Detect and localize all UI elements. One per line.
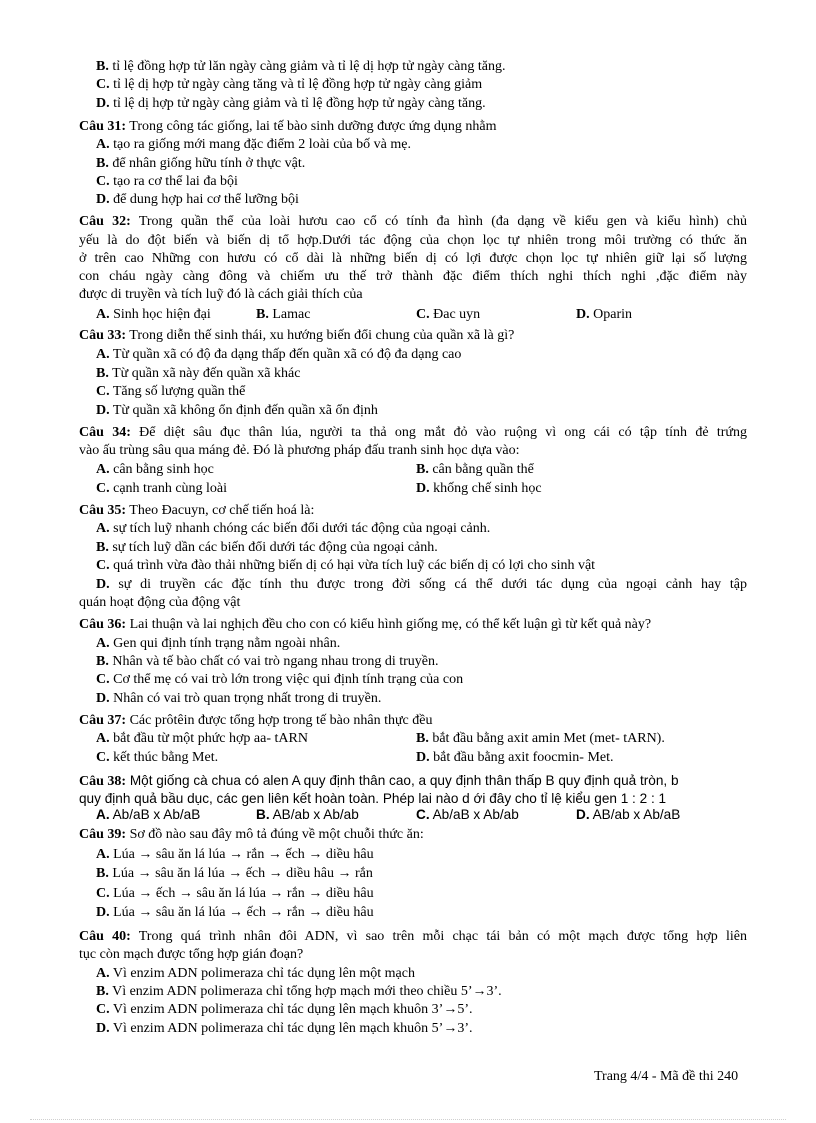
q31-option-a: A. tạo ra giống mới mang đặc điểm 2 loài của bố và mẹ. bbox=[96, 137, 411, 152]
question-36: Câu 36: Lai thuận và lai nghịch đều cho con có kiểu hình giống mẹ, có thể kết luận gì từ kết quả này? bbox=[79, 617, 652, 632]
q39-option-b bbox=[96, 865, 373, 883]
q39-option-c bbox=[96, 885, 374, 903]
food-chain-item: diều hâu bbox=[325, 905, 374, 920]
food-chain-item: sâu ăn lá lúa bbox=[196, 886, 266, 901]
food-chain-item: ếch bbox=[285, 847, 305, 862]
arrow-icon: → bbox=[304, 905, 326, 920]
arrow-icon: → bbox=[264, 847, 286, 862]
arrow-icon: → bbox=[304, 886, 326, 901]
q31-option-d: D. để dung hợp hai cơ thể lưỡng bội bbox=[96, 192, 299, 207]
q39-option-a bbox=[96, 846, 374, 864]
arrow-icon: → bbox=[134, 866, 156, 881]
question-33: Câu 33: Trong diễn thế sinh thái, xu hướng biến đổi chung của quần xã là gì? bbox=[79, 328, 515, 343]
q32-option-d: D. Oparin bbox=[576, 307, 633, 322]
q37-option-a: A. bắt đầu từ một phức hợp aa- tARN bbox=[96, 731, 308, 746]
q33-option-a: A. Từ quần xã có độ đa dạng thấp đến quần xã có độ đa dạng cao bbox=[96, 347, 462, 362]
q33-option-d: D. Từ quần xã không ổn định đến quần xã ổn định bbox=[96, 403, 378, 418]
q35-option-d: D. sự di truyền các đặc tính thu được trong đời sống cá thể dưới tác dụng của ngoại cảnh hay tập bbox=[96, 577, 747, 592]
q34-option-d: D. khống chế sinh học bbox=[416, 481, 542, 496]
food-chain-item: rắn bbox=[286, 886, 305, 901]
food-chain-item: ếch bbox=[245, 866, 266, 881]
food-chain-item: Lúa bbox=[113, 847, 135, 862]
food-chain-item: rắn bbox=[246, 847, 265, 862]
q34-option-c: C. cạnh tranh cùng loài bbox=[96, 481, 228, 496]
q33-option-b: B. Từ quần xã này đến quần xã khác bbox=[96, 366, 301, 381]
arrow-icon: → bbox=[134, 886, 156, 901]
question-40: Câu 40: Trong quá trình nhân đôi ADN, vì sao trên mỗi chạc tái bản có một mạch được tổng hợp liên bbox=[79, 929, 747, 944]
arrow-icon: → bbox=[224, 866, 246, 881]
option-d: D. tỉ lệ dị hợp tử ngày càng giảm và tỉ lệ đồng hợp tử ngày càng tăng. bbox=[96, 96, 486, 111]
q40-option-a: A. Vì enzim ADN polimeraza chỉ tác dụng lên một mạch bbox=[96, 966, 415, 981]
arrow-icon: → bbox=[225, 847, 247, 862]
q32-option-c: C. Đac uyn bbox=[416, 307, 481, 322]
food-chain-item: Lúa bbox=[113, 886, 135, 901]
q36-option-d: D. Nhân có vai trò quan trọng nhất trong di truyền. bbox=[96, 691, 382, 706]
q40-option-b: B. Vì enzim ADN polimeraza chỉ tổng hợp mạch mới theo chiều 5’→3’. bbox=[96, 984, 502, 999]
arrow-icon: → bbox=[225, 905, 247, 920]
q32-text-line: được di truyền và tích luỹ đó là cách giải thích của bbox=[79, 287, 363, 302]
arrow-icon: → bbox=[134, 905, 156, 920]
q35-option-c: C. quá trình vừa đào thải những biến dị có hại vừa tích luỹ các biến dị có lợi cho sinh vật bbox=[96, 558, 596, 573]
food-chain-item: Lúa bbox=[113, 905, 135, 920]
question-37: Câu 37: Các prôtêin được tổng hợp trong tế bào nhân thực đều bbox=[79, 713, 433, 728]
food-chain-item: rắn bbox=[286, 905, 305, 920]
q38-option-b: B. AB/ab x Ab/ab bbox=[256, 807, 359, 822]
arrow-icon: → bbox=[175, 886, 197, 901]
q36-option-a: A. Gen qui định tính trạng nằm ngoài nhân. bbox=[96, 636, 341, 651]
q34-option-a: A. cân bằng sinh học bbox=[96, 462, 214, 477]
q37-option-b: B. bắt đầu bằng axit amin Met (met- tARN). bbox=[416, 731, 665, 746]
option-letter: A. bbox=[96, 847, 114, 862]
q32-text-line: ở trên cao Những con hươu có cổ dài là những biến dị có lợi được chọn lọc tự nhiên giữ lại số lượng bbox=[79, 251, 747, 266]
option-letter: B. bbox=[96, 866, 113, 881]
q38-option-d: D. AB/ab x Ab/aB bbox=[576, 807, 681, 822]
q35-option-a: A. sự tích luỹ nhanh chóng các biến đổi dưới tác động của ngoại cảnh. bbox=[96, 521, 491, 536]
q38-option-a: A. Ab/aB x Ab/aB bbox=[96, 807, 201, 822]
option-c: C. tỉ lệ dị hợp tử ngày càng tăng và tỉ lệ đồng hợp tử ngày càng giảm bbox=[96, 77, 483, 92]
q32-option-b: B. Lamac bbox=[256, 307, 311, 322]
q37-option-d: D. bắt đầu bằng axit foocmin- Met. bbox=[416, 750, 614, 765]
q32-text-line: yếu là do đột biến và biến dị tổ hợp.Dưới tác động của chọn lọc tự nhiên trong môi trường có thức ăn bbox=[79, 233, 747, 248]
q36-option-b: B. Nhân và tế bào chất có vai trò ngang nhau trong di truyền. bbox=[96, 654, 439, 669]
question-38: Câu 38: Một giống cà chua có alen A quy định thân cao, a quy định thân thấp B quy định quả tròn, b bbox=[79, 773, 679, 789]
q38-option-c: C. Ab/aB x Ab/ab bbox=[416, 807, 519, 822]
q31-option-b: B. để nhân giống hữu tính ở thực vật. bbox=[96, 156, 306, 171]
q39-option-d bbox=[96, 904, 374, 922]
arrow-icon: → bbox=[265, 886, 287, 901]
food-chain-item: diều hâu bbox=[325, 886, 374, 901]
q40-option-d: D. Vì enzim ADN polimeraza chỉ tác dụng lên mạch khuôn 5’→3’. bbox=[96, 1021, 473, 1036]
question-39: Câu 39: Sơ đồ nào sau đây mô tả đúng về một chuỗi thức ăn: bbox=[79, 827, 424, 842]
question-32: Câu 32: Trong quần thể của loài hươu cao cổ có tính đa hình (đa dạng về kiểu gen và kiểu hình) chủ bbox=[79, 214, 748, 229]
food-chain-item: diều hâu bbox=[325, 847, 374, 862]
q40-text-line: tục còn mạch được tổng hợp gián đoạn? bbox=[79, 947, 304, 962]
arrow-icon: → bbox=[333, 866, 355, 881]
food-chain-item: Lúa bbox=[112, 866, 135, 881]
question-31: Câu 31: Trong công tác giống, lai tế bào sinh dưỡng được ứng dụng nhằm bbox=[79, 119, 497, 134]
q34-text-line: vào ấu trùng sâu qua máng đẻ. Đó là phương pháp đấu tranh sinh học dựa vào: bbox=[79, 443, 520, 458]
food-chain-item: ếch bbox=[246, 905, 266, 920]
q34-option-b: B. cân bằng quần thể bbox=[416, 462, 534, 477]
page-footer: Trang 4/4 - Mã đề thi 240 bbox=[594, 1069, 739, 1084]
q40-option-c: C. Vì enzim ADN polimeraza chỉ tác dụng lên mạch khuôn 3’→5’. bbox=[96, 1002, 473, 1017]
question-35: Câu 35: Theo Đacuyn, cơ chế tiến hoá là: bbox=[79, 503, 315, 518]
food-chain-item: sâu ăn lá lúa bbox=[155, 905, 226, 920]
option-letter: C. bbox=[96, 886, 114, 901]
food-chain-item: rắn bbox=[354, 866, 373, 881]
food-chain-item: sâu ăn lá lúa bbox=[155, 866, 225, 881]
q33-option-c: C. Tăng số lượng quần thể bbox=[96, 384, 246, 399]
question-34: Câu 34: Để diệt sâu đục thân lúa, người ta thả ong mắt đỏ vào ruộng vì ong cái có tập tính đẻ trứng bbox=[79, 425, 748, 440]
food-chain-item: ếch bbox=[155, 886, 176, 901]
q35-option-d-cont: quán hoạt động của động vật bbox=[79, 595, 241, 610]
q32-text-line: con cháu ngày càng đông và chiếm ưu thế trở thành đặc điểm thích nghi thích nghi ,đặc điểm này bbox=[79, 269, 747, 284]
arrow-icon: → bbox=[304, 847, 326, 862]
q37-option-c: C. kết thúc bằng Met. bbox=[96, 750, 219, 765]
food-chain-item: sâu ăn lá lúa bbox=[155, 847, 226, 862]
arrow-icon: → bbox=[265, 866, 287, 881]
q32-option-a: A. Sinh học hiện đại bbox=[96, 307, 211, 322]
q38-text-line: quy định quả bầu dục, các gen liên kết hoàn toàn. Phép lai nào d ới đây cho tỉ lệ kiểu gen 1 : 2 : 1 bbox=[79, 791, 667, 806]
q31-option-c: C. tạo ra cơ thể lai đa bội bbox=[96, 174, 238, 189]
food-chain-item: diều hâu bbox=[286, 866, 334, 881]
arrow-icon: → bbox=[134, 847, 156, 862]
q36-option-c: C. Cơ thể mẹ có vai trò lớn trong việc qui định tính trạng của con bbox=[96, 672, 464, 687]
option-letter: D. bbox=[96, 905, 114, 920]
option-b: B. tỉ lệ đồng hợp tử lăn ngày càng giảm và tỉ lệ dị hợp tử ngày càng tăng. bbox=[96, 59, 506, 74]
arrow-icon: → bbox=[265, 905, 287, 920]
q35-option-b: B. sự tích luỹ dần các biến đổi dưới tác động của ngoại cảnh. bbox=[96, 540, 438, 555]
footer-divider bbox=[30, 1119, 786, 1120]
